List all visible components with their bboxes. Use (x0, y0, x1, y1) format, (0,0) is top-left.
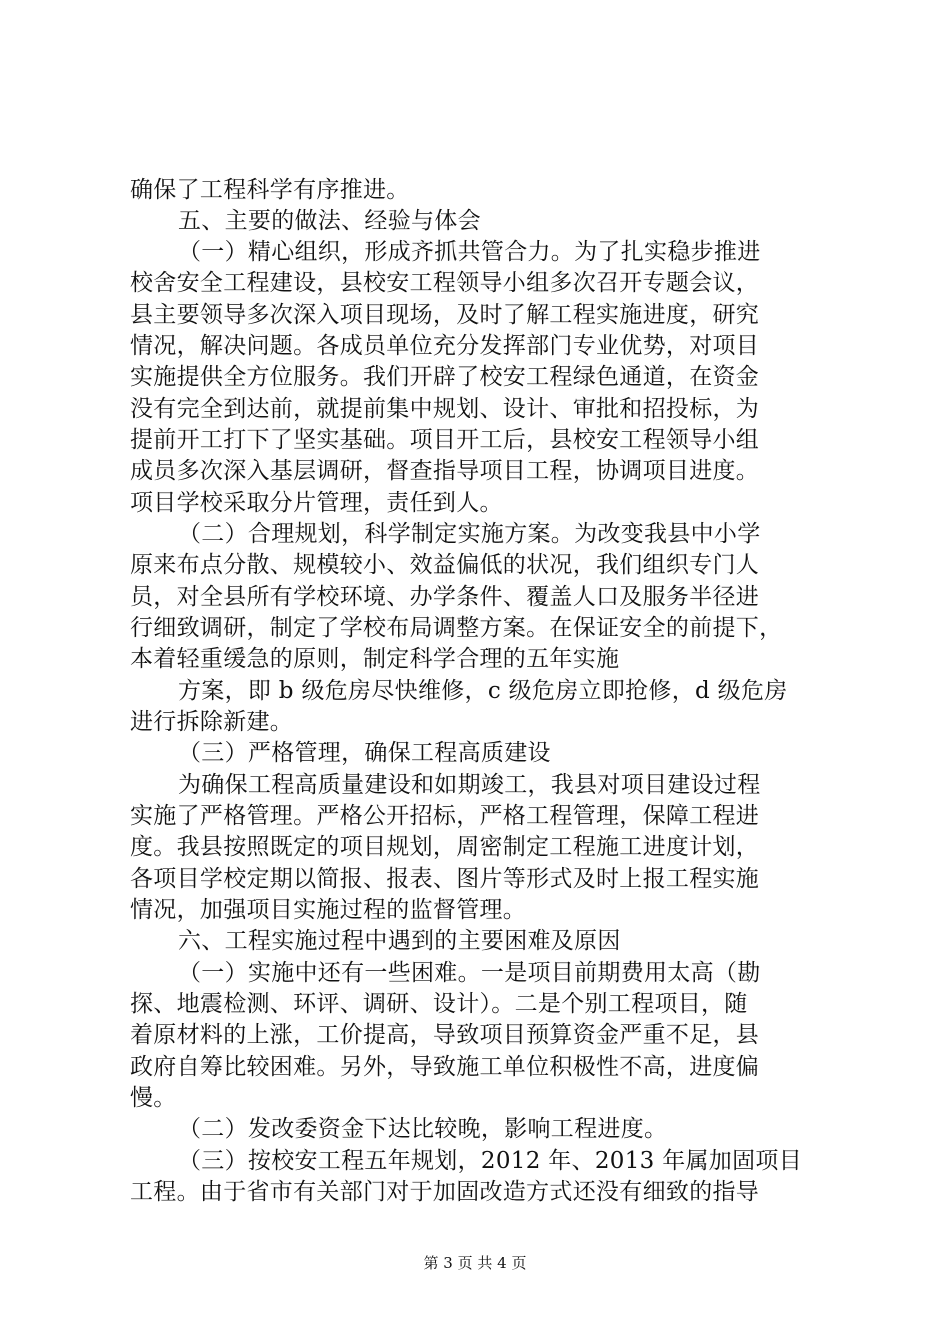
text-line: 提前开工打下了坚实基础。项目开工后，县校安工程领导小组 (130, 427, 760, 453)
section-heading: （三）严格管理，确保工程高质建设 (178, 740, 551, 766)
page-footer: 第 3 页 共 4 页 (423, 1254, 527, 1272)
text-line: 实施了严格管理。严格公开招标，严格工程管理，保障工程进 (130, 803, 760, 829)
text-line: 情况，加强项目实施过程的监督管理。 (130, 897, 527, 923)
text-line: 度。我县按照既定的项目规划，周密制定工程施工进度计划， (130, 834, 760, 860)
text-line: （二）发改委资金下达比较晚，影响工程进度。 (178, 1116, 668, 1142)
text-line: 为确保工程高质量建设和如期竣工，我县对项目建设过程 (178, 772, 761, 798)
text-line: 员，对全县所有学校环境、办学条件、覆盖人口及服务半径进 (130, 584, 760, 610)
text-line: （一）实施中还有一些困难。一是项目前期费用太高（勘 (178, 960, 761, 986)
text-line: （一）精心组织，形成齐抓共管合力。为了扎实稳步推进 (178, 239, 761, 265)
text-line: 各项目学校定期以简报、报表、图片等形式及时上报工程实施 (130, 866, 760, 892)
text-line: （三）按校安工程五年规划，2012 年、2013 年属加固项目 (178, 1148, 802, 1174)
text-line: 方案，即 b 级危房尽快维修，c 级危房立即抢修，d 级危房 (178, 678, 788, 704)
text-line: 探、地震检测、环评、调研、设计）。二是个别工程项目，随 (130, 991, 748, 1017)
text-line: 实施提供全方位服务。我们开辟了校安工程绿色通道，在资金 (130, 364, 760, 390)
text-line: 本着轻重缓急的原则，制定科学合理的五年实施 (130, 646, 620, 672)
text-line: 进行拆除新建。 (130, 709, 294, 735)
section-heading: 六、工程实施过程中遇到的主要困难及原因 (178, 928, 621, 954)
text-line: 确保了工程科学有序推进。 (130, 177, 410, 203)
text-line: 工程。由于省市有关部门对于加固改造方式还没有细致的指导 (130, 1179, 760, 1205)
text-line: 校舍安全工程建设，县校安工程领导小组多次召开专题会议， (130, 270, 760, 296)
text-line: 着原材料的上涨，工价提高，导致项目预算资金严重不足，县 (130, 1022, 760, 1048)
text-line: 县主要领导多次深入项目现场，及时了解工程实施进度，研究 (130, 302, 760, 328)
text-line: 情况，解决问题。各成员单位充分发挥部门专业优势，对项目 (130, 333, 760, 359)
section-heading: 五、主要的做法、经验与体会 (178, 208, 481, 234)
text-line: 政府自筹比较困难。另外，导致施工单位积极性不高，进度偏 (130, 1054, 760, 1080)
text-line: 慢。 (130, 1085, 177, 1111)
text-line: （二）合理规划，科学制定实施方案。为改变我县中小学 (178, 521, 761, 547)
text-line: 成员多次深入基层调研，督查指导项目工程，协调项目进度。 (130, 458, 760, 484)
text-line: 没有完全到达前，就提前集中规划、设计、审批和招投标，为 (130, 396, 760, 422)
text-line: 项目学校采取分片管理，责任到人。 (130, 490, 503, 516)
text-line: 原来布点分散、规模较小、效益偏低的状况，我们组织专门人 (130, 552, 760, 578)
text-line: 行细致调研，制定了学校布局调整方案。在保证安全的前提下， (130, 615, 783, 641)
